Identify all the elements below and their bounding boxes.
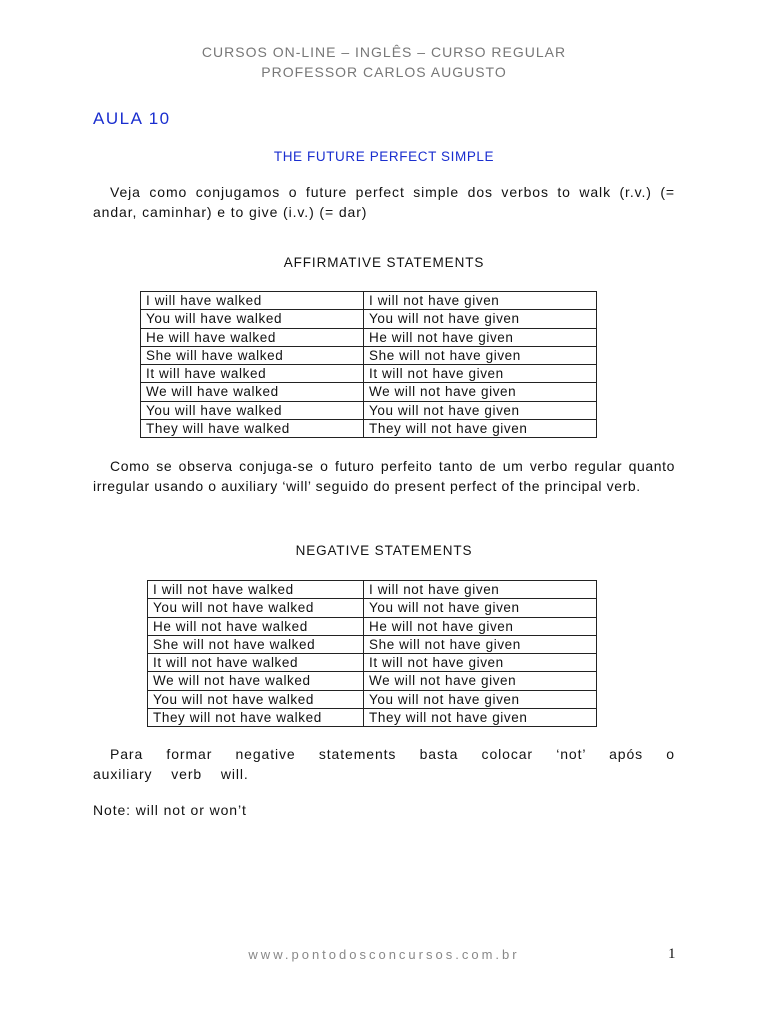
closing-paragraph: [93, 745, 675, 784]
page-number: 1: [668, 946, 676, 962]
table-cell: It will not have given: [364, 365, 597, 383]
table-row: [141, 383, 597, 401]
table-row: [148, 654, 597, 672]
footer-url: www.pontodosconcursos.com.br: [248, 947, 520, 962]
table-row: [141, 401, 597, 419]
table-row: [148, 690, 597, 708]
note-line: Note: will not or won’t: [93, 802, 247, 818]
negative-table: [147, 580, 597, 727]
table-cell: We will not have given: [364, 383, 597, 401]
lesson-title: AULA 10: [93, 109, 171, 128]
table-cell: You will have walked: [141, 401, 364, 419]
table-cell: You will not have walked: [148, 599, 364, 617]
middle-paragraph: [93, 457, 675, 496]
table-cell: You will not have walked: [148, 690, 364, 708]
intro-paragraph-text: Veja como conjugamos o future perfect simple dos verbos to walk (r.v.) (= andar, caminhar) e to give (i.v.) (= dar): [93, 184, 675, 220]
closing-paragraph-text: Para formar negative statements basta colocar ‘not’ após o auxiliary verb will.: [93, 746, 675, 782]
table-row: [148, 635, 597, 653]
table-cell: He will have walked: [141, 328, 364, 346]
table-row: [141, 292, 597, 310]
table-cell: They will not have given: [364, 709, 597, 727]
table-cell: It will not have given: [364, 654, 597, 672]
table-row: [141, 346, 597, 364]
section-title: THE FUTURE PERFECT SIMPLE: [273, 149, 495, 164]
table-cell: He will not have given: [364, 328, 597, 346]
table-cell: You will not have given: [364, 310, 597, 328]
table-cell: We will not have given: [364, 672, 597, 690]
table-cell: It will have walked: [141, 365, 364, 383]
table-cell: She will not have given: [364, 635, 597, 653]
affirmative-table: [140, 291, 597, 438]
table-cell: I will not have walked: [148, 581, 364, 599]
header-professor-line: PROFESSOR CARLOS AUGUSTO: [261, 64, 507, 80]
table-cell: She will not have walked: [148, 635, 364, 653]
table-row: [141, 328, 597, 346]
table-cell: They will not have given: [364, 420, 597, 438]
table-cell: You will not have given: [364, 599, 597, 617]
table-cell: It will not have walked: [148, 654, 364, 672]
table-cell: I will have walked: [141, 292, 364, 310]
negative-heading: NEGATIVE STATEMENTS: [295, 543, 473, 558]
table-cell: They will not have walked: [148, 709, 364, 727]
intro-paragraph: [93, 183, 675, 222]
middle-paragraph-text: Como se observa conjuga-se o futuro perfeito tanto de um verbo regular quanto irregular usando o auxiliary ‘will’ seguido do present perfect of the principal verb.: [93, 458, 675, 494]
table-cell: I will not have given: [364, 581, 597, 599]
table-cell: She will not have given: [364, 346, 597, 364]
page-header: [0, 42, 768, 82]
table-cell: He will not have walked: [148, 617, 364, 635]
table-cell: You will have walked: [141, 310, 364, 328]
table-cell: He will not have given: [364, 617, 597, 635]
header-course-line: CURSOS ON-LINE – INGLÊS – CURSO REGULAR: [201, 44, 567, 60]
table-cell: You will not have given: [364, 690, 597, 708]
table-cell: I will not have given: [364, 292, 597, 310]
table-row: [148, 599, 597, 617]
table-row: [148, 709, 597, 727]
table-row: [141, 365, 597, 383]
table-cell: We will have walked: [141, 383, 364, 401]
table-cell: You will not have given: [364, 401, 597, 419]
table-row: [148, 617, 597, 635]
table-row: [148, 672, 597, 690]
affirmative-heading: AFFIRMATIVE STATEMENTS: [283, 255, 485, 270]
table-row: [148, 581, 597, 599]
table-cell: She will have walked: [141, 346, 364, 364]
table-cell: We will not have walked: [148, 672, 364, 690]
table-cell: They will have walked: [141, 420, 364, 438]
table-row: [141, 310, 597, 328]
table-row: [141, 420, 597, 438]
